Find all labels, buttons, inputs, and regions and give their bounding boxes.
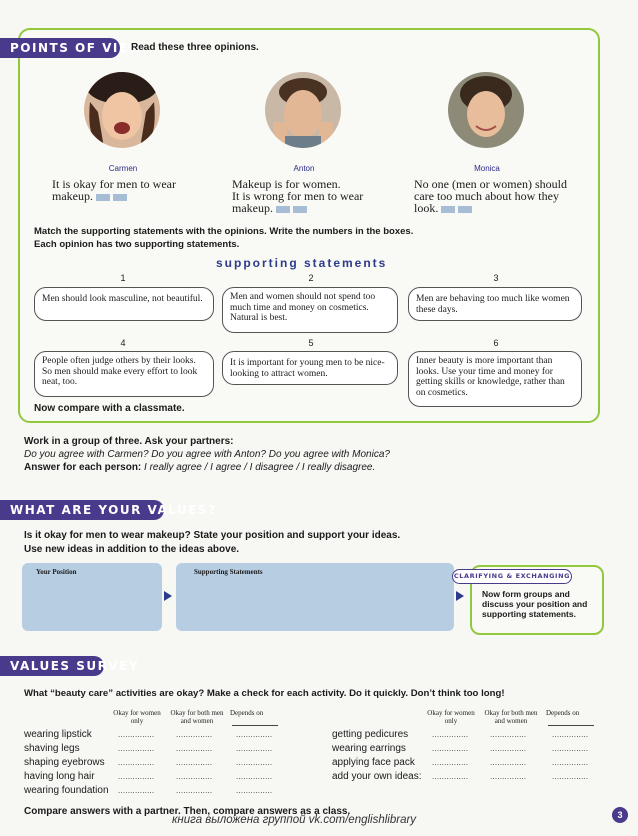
clarifying-text: Now form groups and discuss your position and supporting statements. bbox=[482, 589, 588, 619]
statement-3: Men are behaving too much like women these days. bbox=[408, 287, 582, 321]
carmen-answer-box-1[interactable] bbox=[96, 194, 110, 201]
check-field[interactable]: ............... bbox=[552, 758, 589, 767]
your-position-box[interactable] bbox=[22, 563, 162, 631]
survey-item-right: wearing earrings bbox=[332, 743, 406, 754]
survey-question: What “beauty care” activities are okay? Make a check for each activity. Do it quickly. Don’t think too long! bbox=[24, 688, 505, 699]
survey-compare: Compare answers with a partner. Then, compare answers as a class. bbox=[24, 806, 351, 817]
left-head-women-only: Okay for women only bbox=[113, 709, 161, 725]
left-head-depends: Depends on bbox=[230, 709, 264, 717]
watermark: книга выложена группой vk.com/englishlibrary bbox=[172, 814, 417, 826]
carmen-name: Carmen bbox=[108, 164, 138, 173]
monica-answer-box-2[interactable] bbox=[458, 206, 472, 213]
check-field[interactable]: ............... bbox=[236, 758, 273, 767]
statement-number-4: 4 bbox=[120, 338, 126, 348]
check-field[interactable]: ............... bbox=[176, 744, 213, 753]
statement-number-5: 5 bbox=[308, 338, 314, 348]
what-are-your-values-banner: WHAT ARE YOUR VALUES? bbox=[0, 500, 164, 520]
your-position-label: Your Position bbox=[36, 568, 77, 576]
check-field[interactable]: ............... bbox=[236, 744, 273, 753]
survey-item-right: add your own ideas: bbox=[332, 771, 422, 782]
left-head-both: Okay for both men and women bbox=[170, 709, 224, 725]
monica-answer-box-1[interactable] bbox=[441, 206, 455, 213]
page-number: 3 bbox=[612, 807, 628, 823]
clarifying-exchanging-banner: CLARIFYING & EXCHANGING bbox=[452, 569, 572, 584]
check-field[interactable]: ............... bbox=[118, 730, 155, 739]
group-line-2: Do you agree with Carmen? Do you agree with Anton? Do you agree with Monica? bbox=[24, 449, 390, 460]
check-field[interactable]: ............... bbox=[176, 758, 213, 767]
statement-number-2: 2 bbox=[308, 273, 314, 283]
match-instruction-1: Match the supporting statements with the opinions. Write the numbers in the boxes. bbox=[34, 226, 414, 237]
supporting-statements-box[interactable] bbox=[176, 563, 454, 631]
values-line-1: Is it okay for men to wear makeup? State your position and support your ideas. bbox=[24, 530, 401, 541]
anton-answer-box-2[interactable] bbox=[293, 206, 307, 213]
check-field[interactable]: ............... bbox=[432, 758, 469, 767]
anton-name: Anton bbox=[293, 164, 315, 173]
check-field[interactable]: ............... bbox=[552, 730, 589, 739]
match-instruction-2: Each opinion has two supporting statements. bbox=[34, 239, 240, 250]
monica-opinion: No one (men or women) should care too much about how they look. bbox=[414, 177, 567, 215]
survey-item-left: shaping eyebrows bbox=[24, 757, 105, 768]
check-field[interactable]: ............... bbox=[490, 730, 527, 739]
carmen-opinion: It is okay for men to wear makeup. bbox=[52, 177, 176, 203]
values-survey-banner: VALUES SURVEY bbox=[0, 656, 104, 676]
check-field[interactable]: ............... bbox=[118, 744, 155, 753]
anton-opinion: Makeup is for women. It is wrong for men to wear makeup. bbox=[232, 177, 364, 215]
right-head-both: Okay for both men and women bbox=[484, 709, 538, 725]
right-depends-underline bbox=[548, 725, 594, 726]
check-field[interactable]: ............... bbox=[552, 744, 589, 753]
survey-item-left: having long hair bbox=[24, 771, 95, 782]
group-line-3: Answer for each person: I really agree / I agree / I disagree / I really disagree. bbox=[24, 462, 376, 473]
check-field[interactable]: ............... bbox=[176, 786, 213, 795]
survey-item-right: applying face pack bbox=[332, 757, 415, 768]
group-line-1: Work in a group of three. Ask your partners: bbox=[24, 436, 234, 447]
statement-1: Men should look masculine, not beautiful. bbox=[34, 287, 214, 321]
anton-answer-box-1[interactable] bbox=[276, 206, 290, 213]
check-field[interactable]: ............... bbox=[432, 744, 469, 753]
statement-number-6: 6 bbox=[493, 338, 499, 348]
statement-4: People often judge others by their looks. So men should make every effort to look neat, too. bbox=[34, 351, 214, 397]
left-depends-underline bbox=[232, 725, 278, 726]
statement-5: It is important for young men to be nice-looking to attract women. bbox=[222, 351, 398, 385]
statement-number-3: 3 bbox=[493, 273, 499, 283]
check-field[interactable]: ............... bbox=[236, 786, 273, 795]
supporting-statements-title: supporting statements bbox=[216, 256, 388, 270]
anton-photo bbox=[265, 72, 341, 148]
compare-classmate: Now compare with a classmate. bbox=[34, 403, 185, 414]
check-field[interactable]: ............... bbox=[176, 730, 213, 739]
statement-number-1: 1 bbox=[120, 273, 126, 283]
statement-2: Men and women should not spend too much time and money on cosmetics. Natural is best. bbox=[222, 287, 398, 333]
check-field[interactable]: ............... bbox=[176, 772, 213, 781]
check-field[interactable]: ............... bbox=[118, 758, 155, 767]
carmen-photo bbox=[84, 72, 160, 148]
check-field[interactable]: ............... bbox=[432, 730, 469, 739]
supporting-statements-label: Supporting Statements bbox=[194, 568, 263, 576]
check-field[interactable]: ............... bbox=[432, 772, 469, 781]
carmen-answer-box-2[interactable] bbox=[113, 194, 127, 201]
statement-6: Inner beauty is more important than looks. Use your time and money for getting skills or knowledge, rather than on cosmetics. bbox=[408, 351, 582, 407]
survey-item-left: wearing lipstick bbox=[24, 729, 92, 740]
survey-item-right: getting pedicures bbox=[332, 729, 409, 740]
points-of-view-banner: POINTS OF VIEW bbox=[0, 38, 120, 58]
check-field[interactable]: ............... bbox=[236, 730, 273, 739]
check-field[interactable]: ............... bbox=[490, 772, 527, 781]
monica-name: Monica bbox=[474, 164, 500, 173]
check-field[interactable]: ............... bbox=[236, 772, 273, 781]
right-head-women-only: Okay for women only bbox=[427, 709, 475, 725]
check-field[interactable]: ............... bbox=[118, 786, 155, 795]
right-head-depends: Depends on bbox=[546, 709, 580, 717]
values-line-2: Use new ideas in addition to the ideas above. bbox=[24, 544, 240, 555]
arrow-right-icon bbox=[456, 591, 464, 601]
check-field[interactable]: ............... bbox=[490, 758, 527, 767]
check-field[interactable]: ............... bbox=[490, 744, 527, 753]
check-field[interactable]: ............... bbox=[552, 772, 589, 781]
survey-item-left: wearing foundation bbox=[24, 785, 109, 796]
read-instruction: Read these three opinions. bbox=[131, 42, 259, 53]
check-field[interactable]: ............... bbox=[118, 772, 155, 781]
arrow-right-icon bbox=[164, 591, 172, 601]
survey-item-left: shaving legs bbox=[24, 743, 80, 754]
monica-photo bbox=[448, 72, 524, 148]
